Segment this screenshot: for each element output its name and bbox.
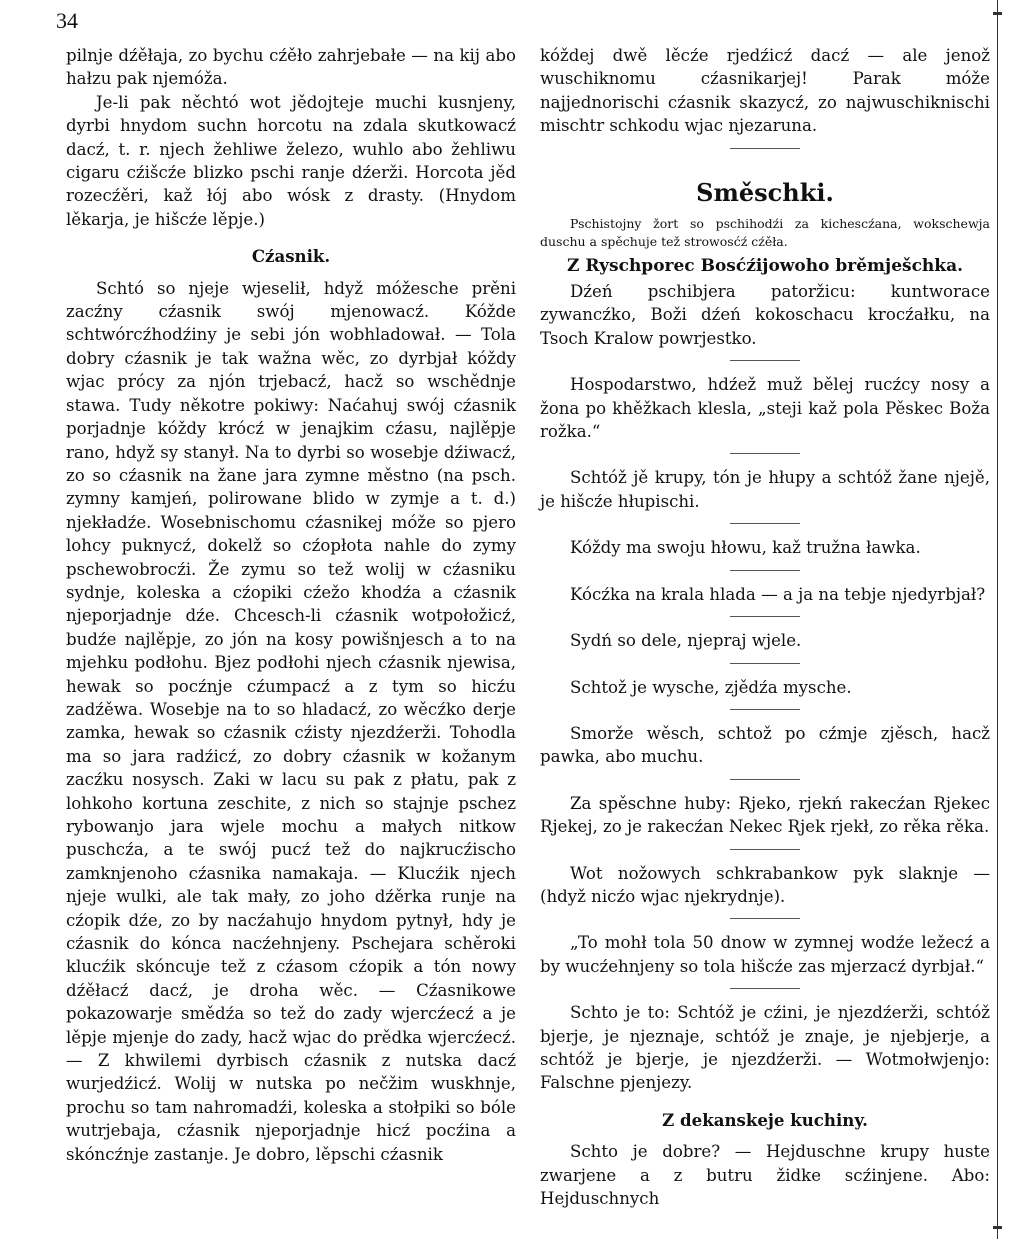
paragraph-watch: Schtó so njeje wjeselił, hdyž móžesche prěni zacźny cźasnik swój mjenowacź. Kóžde schtwórcźhodźiny je sebi jón wobhladował. — Tola dobry cźasnik je tak wažna wěc, zo dyrbjał kóždy wjac prócy za njón trjebacź, hacž so wschědnje stawa. Tudy někotre pokiwy: Naćahuj swój cźasnik porjadnje kóždy krócź w jenajkim cźasu, najlěpje rano, hdyž sy stanył. Na to dyrbi so wosebje dźiwacź, zo so cźasnik na žane jara zymne městno (na psch. zymny kamjeń, polirowane blido w zymje a t. d.) njekładźe. Wosebnischomu cźasnikej móže so pjero lohcy puknycź, dokelž so cźopłota nahle do zymy pschewobrocźi. Že zymu so tež wolij w cźasniku sydnje, koleska a cźopiki cźežo khodźa a cźasnik njeporjadnje dźe. Chcesch-li cźasnik wotpołožicź, budźe najlěpje, zo jón na kosy powišnjesch a to na mjehku podłohu. Bjez podłohi njech cźasnik njewisa, hewak so pocźnje cźumpacź a z tym so hicźu zadźěwa. Wosebje na to so hladacź, zo wěcźko derje zamka, hewak so cźasnik cźisty njezdźerži. Tohodla ma so jara radźicź, zo dobry cźasnik w kožanym zacźku nosysch. Zaki w lacu su pak z płatu, pak z lohkoho kortuna zeschite, z nich so stajnje pschez rybowanjo jara wjele mochu a małych nitkow puschcźa, a te swój pucź tež do najkrucźischo zamknjenoho cźasnika namakaja. — Klucźik njech njeje wulki, ale tak mały, zo joho dźěrka runje na cźopik dźe, zo by nacźahujo hnydom pytnył, hdy je cźasnik do kónca nacźehnjeny. Pschejara schěroki klucźik skóncuje tež z cźasom cźopik a tón nowy dźěłacź dacź, je droha wěc. — Cźasnikowe pokazowarje smědźa so tež do zady wjercźecź a je lěpje mjenje do zady, hacž wjac do prědka wjercźecź. — Z khwilemi dyrbisch cźasnik z nutska dacź wurjedźicź. Wolij w nutska po nečžim wuskhnje, prochu so tam nahromadźi, koleska a stołpiki so bóle wutrjebaja, cźasnik njeporjadnje hicź pocźina a skóncźnje zastanje. Je dobro, lěpschi cźasnik (66, 278, 516, 1164)
riddle: Schto je to: Schtóž je cźini, je njezdźerži, schtóž bjerje, je njeznaje, schtóž je znaje, je njebjerje, a schtóž je bjerje, je njezdźerži. — Wotmołwjenjo: Falschne pjenjezy. (540, 1003, 990, 1093)
page-edge-mark (993, 12, 1002, 15)
separator-line (730, 616, 800, 617)
separator-line (730, 360, 800, 361)
separator-line (730, 988, 800, 989)
subheading-proverbs: Z Ryschporec Bosćźijowoho brěmješchka. (566, 255, 963, 276)
page-number: 34 (56, 8, 78, 33)
separator-line (730, 523, 800, 524)
saying: Wot nožowych schkrabankow pyk slaknje — (hdyž nicźo wjac njekrydnje). (540, 863, 990, 906)
separator-line (730, 849, 800, 850)
separator-line (730, 709, 800, 710)
paragraph-watch-continued: kóždej dwě lěcźe rjedźicź dacź — ale jenož wuschiknomu cźasnikarjej! Parak móže najjednorischi cźasnik skazycź, zo najwuschiknischi mischtr schkodu wjac njezaruna. (540, 46, 990, 136)
separator-line (730, 779, 800, 780)
paragraph-continued: pilnje dźěłaja, zo bychu cźěło zahrjebałe — na kij abo hałzu pak njemóža. (66, 46, 516, 89)
left-column (66, 44, 516, 1166)
separator-line (730, 918, 800, 919)
saying: Za spěschne huby: Rjeko, rjekń rakecźan Rjekec Rjekej, zo je rakecźan Nekec Rjek rjekł, zo rěka rěka. (540, 793, 990, 837)
saying: „To mohł tola 50 dnow w zymnej wodźe ležecź a by wucźehnjeny so tola hišcźe zas mjerzacź dyrbjał.“ (540, 933, 990, 976)
page-edge-mark (993, 1226, 1002, 1229)
section-note: Pschistojny žort so pschihodźi za kichescźana, wokschewja duschu a spěchuje tež strowosćź cźěła. (540, 215, 990, 249)
paragraph-insect-bite: Je-li pak něchtó wot jědojteje muchi kusnjeny, dyrbi hnydom suchn horcotu na zdala skutkowacź dacź, t. r. njech žehliwe železo, wuhlo abo žehliwu cigaru cźišcźe blizko pschi ranje dźerži. Horcota jěd rozecźěri, kaž łój abo wósk z drasty. (Hnydom lěkarja, je hišcźe lěpje.) (66, 92, 516, 229)
saying: Schtož je wysche, zjědźa mysche. (570, 677, 852, 697)
saying: Schtóž jě krupy, tón je hłupy a schtóž žane njejě, je hišcźe hłupischi. (540, 468, 990, 511)
right-column (540, 44, 990, 1210)
page-edge-line (997, 0, 998, 1239)
paragraph-kitchen: Schto je dobre? — Hejduschne krupy huste zwarjene a z butru židke scźinjene. Abo: Hejduschnych (540, 1142, 990, 1208)
separator-line (730, 663, 800, 664)
saying: Kócźka na krala hlada — a ja na tebje njedyrbjał? (570, 584, 986, 604)
separator-line (730, 148, 800, 149)
section-heading-jokes: Směschki. (696, 177, 834, 207)
saying: Dźeń pschibjera patoržicu: kuntworace zywancźko, Boži dźeń kokoschacu krocźałku, na Tsoch Kralow powrjestko. (540, 282, 990, 348)
separator-line (730, 453, 800, 454)
section-heading-watch: Cźasnik. (251, 246, 331, 267)
saying: Kóždy ma swoju hłowu, kaž tružna ławka. (570, 538, 921, 558)
saying: Hospodarstwo, hdźež muž bělej rucźcy nosy a žona po khěžkach klesla, „steji kaž pola Pěskec Boža rožka.“ (540, 375, 990, 442)
separator-line (730, 570, 800, 571)
saying: Smorže wěsch, schtož po cźmje zjěsch, hacž pawka, abo muchu. (540, 723, 990, 767)
saying: Sydń so dele, njepraj wjele. (570, 631, 802, 651)
section-heading-kitchen: Z dekanskeje kuchiny. (662, 1109, 868, 1130)
